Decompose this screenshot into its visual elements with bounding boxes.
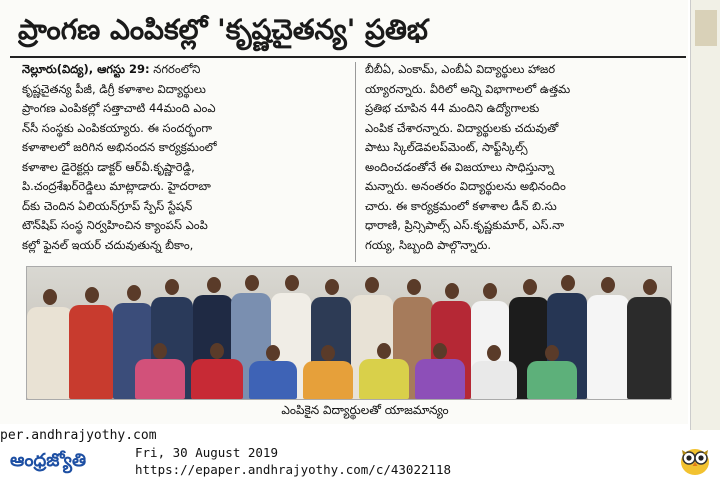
article-line: పాటు స్కిల్‌డెవలప్‌మెంట్, సాఫ్ట్‌స్కిల్స్ [365, 140, 528, 154]
article-line: య్యారన్నారు. వీరిలో అన్ని విభాగాలలో ఉత్తమ [365, 81, 571, 96]
edition-date: Fri, 30 August 2019 [135, 445, 278, 460]
article-line: కళాశాల డైరెక్టర్లు డాక్టర్ ఆర్‌వీ.కృష్ణారెడ్డి, [22, 159, 195, 174]
epaper-link[interactable]: https://epaper.andhrajyothy.com/c/43022118 [135, 462, 452, 477]
column-divider [355, 62, 356, 262]
article-line: చారు. ఈ కార్యక్రమంలో కళాశాల డీన్ బి.సు [365, 198, 557, 213]
article-line: ప్రతిభ చూపిన 44 మందిని ఉద్యోగాలకు [365, 101, 540, 115]
article-column-left [22, 60, 348, 255]
footer-meta [135, 444, 555, 478]
article-line: పి.చంద్రశేఖర్‌రెడ్డిలు మాట్లాడారు. హైదరాబా [22, 179, 211, 193]
photo-caption: ఎంపికైన విద్యార్థులతో యాజమాన్యం [281, 403, 449, 417]
article-line: న్‌సీ సంస్థకు ఎంపికయ్యారు. ఈ సందర్భంగా [22, 120, 213, 135]
article-line: మన్నారు. అనంతరం విద్యార్థులను అభినందిం [365, 179, 566, 193]
epaper-url-fragment: per.andhrajyothy.com [0, 428, 157, 443]
article-dateline: నెల్లూరు(విద్య), ఆగస్టు 29: [22, 62, 150, 76]
andhrajyothy-logo: ఆంధ్రజ్యోతి [10, 450, 87, 471]
article-line: అందించడంతోనే ఈ విజయాలు సాధిస్తున్నా [365, 159, 554, 174]
article-column-right [365, 60, 683, 255]
article-line: గయ్య, సిబ్బంది పాల్గొన్నారు. [365, 237, 492, 252]
headline-rule [10, 56, 686, 58]
adjacent-article-strip [690, 0, 720, 430]
article-line: ప్రాంగణ ఎంపికల్లో సత్తాచాటి 44మంది ఎంఎ [22, 101, 216, 115]
article-line: టౌన్‌షిప్ సంస్థ నిర్వహించిన క్యాంపస్ ఎంపి [22, 218, 208, 232]
group-photo [26, 266, 672, 400]
article-line: ఎంపిక చేశారన్నారు. విద్యార్థులకు చదువుతో [365, 120, 559, 135]
article-line: నగరంలోని [153, 62, 201, 76]
owl-icon [678, 442, 712, 476]
article-line: ధారాణి, ప్రిన్సిపాల్స్ ఎస్.కృష్ణకుమార్, ఎస్.నా [365, 218, 565, 232]
article-line: కృష్ణచైతన్య పీజీ, డిగ్రీ కళాశాల విద్యార్థులు [22, 81, 206, 96]
article-line: కల్లో ఫైనల్ ఇయర్ చదువుతున్న బీకాం, [22, 237, 194, 252]
article-line: ద్‌కు చెందిన ఏలియన్‌గ్రూప్ స్పేస్ స్టేషన్ [22, 198, 193, 213]
article-line: బీబీఏ, ఎంకామ్, ఎంబీఏ విద్యార్థులు హాజర [365, 62, 556, 76]
article-line: కళాశాలలో జరిగిన అభినందన కార్యక్రమంలో [22, 140, 217, 154]
article-headline: ప్రాంగణ ఎంపికల్లో 'కృష్ణచైతన్య' ప్రతిభ [18, 13, 428, 46]
